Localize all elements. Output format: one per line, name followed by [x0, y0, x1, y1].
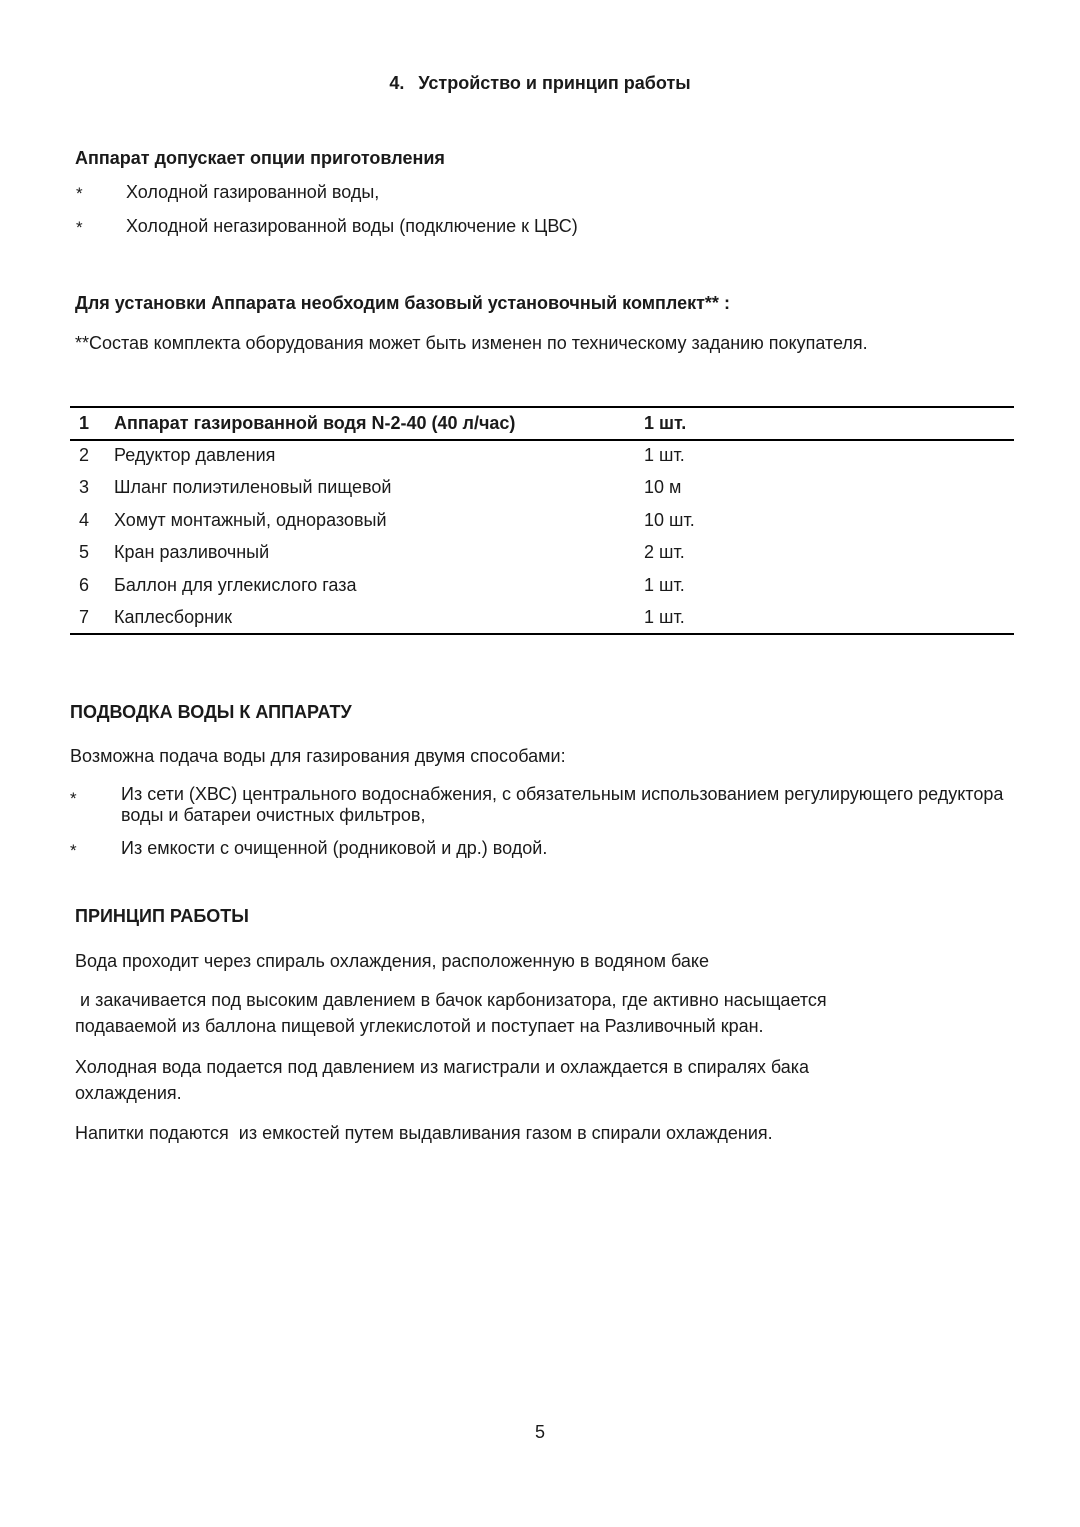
- row-quantity: 10 шт.: [644, 510, 695, 530]
- section-number: 4.: [389, 73, 405, 93]
- water-supply-intro: Возможна подача воды для газирования двумя способами:: [70, 746, 566, 766]
- row-item-name: Хомут монтажный, одноразовый: [114, 510, 387, 530]
- table-row: [70, 570, 1014, 602]
- water-supply-bullet-marker: *: [70, 789, 77, 808]
- row-quantity: 10 м: [644, 477, 682, 497]
- table-row: [70, 440, 1014, 472]
- principle-paragraph: Вода проходит через спираль охлаждения, расположенную в водяном баке: [75, 951, 709, 971]
- row-number: 2: [79, 445, 90, 465]
- row-number: 6: [79, 575, 90, 595]
- row-item-name: Каплесборник: [114, 607, 232, 627]
- water-supply-item: Из емкости с очищенной (родниковой и др.) водой.: [121, 838, 548, 858]
- section-title: [0, 73, 1080, 94]
- options-item: Холодной газированной воды,: [126, 182, 380, 202]
- kit-heading: Для установки Аппарата необходим базовый установочный комплект** :: [75, 293, 730, 313]
- row-item-name: Редуктор давления: [114, 445, 276, 465]
- principle-paragraph: Холодная вода подается под давлением из магистрали и охлаждается в спиралях бака охлаждения.: [75, 1057, 810, 1103]
- principle-heading: ПРИНЦИП РАБОТЫ: [75, 906, 249, 926]
- options-bullet-marker: *: [76, 184, 83, 203]
- row-item-name: Шланг полиэтиленовый пищевой: [114, 477, 392, 497]
- table-bottom-rule: [70, 633, 1014, 635]
- water-supply-bullet-marker: *: [70, 841, 77, 860]
- row-quantity: 1 шт.: [644, 445, 685, 465]
- row-quantity: 1 шт.: [644, 575, 685, 595]
- table-row: [70, 537, 1014, 569]
- row-item-name: Кран разливочный: [114, 542, 270, 562]
- water-supply-heading: ПОДВОДКА ВОДЫ К АППАРАТУ: [70, 702, 352, 722]
- row-quantity: 2 шт.: [644, 542, 685, 562]
- row-item-name: Баллон для углекислого газа: [114, 575, 357, 595]
- page-number: 5: [534, 1422, 545, 1442]
- principle-paragraph: и закачивается под высоким давлением в бачок карбонизатора, где активно насыщается подаваемой из баллона пищевой углекислотой и поступает на Разливочный кран.: [75, 990, 832, 1036]
- table-row: [70, 602, 1014, 634]
- row-number: 5: [79, 542, 90, 562]
- row-number: 7: [79, 607, 90, 627]
- row-quantity: 1 шт.: [644, 607, 685, 627]
- water-supply-item: Из сети (ХВС) центрального водоснабжения, с обязательным использованием регулирующего редуктора воды и батареи очистных фильтров,: [121, 784, 1004, 825]
- row-number: 4: [79, 510, 90, 530]
- options-bullet-marker: *: [76, 218, 83, 237]
- options-item: Холодной негазированной воды (подключение к ЦВС): [126, 216, 578, 236]
- row-number: 3: [79, 477, 90, 497]
- row-item-name: Аппарат газированной водя N-2-40 (40 л/час): [114, 413, 516, 433]
- section-title-text: Устройство и принцип работы: [418, 73, 691, 93]
- kit-note: **Состав комплекта оборудования может быть изменен по техническому заданию покупателя.: [75, 333, 868, 353]
- row-number: 1: [79, 413, 90, 433]
- table-row: [70, 472, 1014, 504]
- options-heading: Аппарат допускает опции приготовления: [75, 148, 445, 168]
- principle-paragraph: Напитки подаются из емкостей путем выдавливания газом в спирали охлаждения.: [75, 1123, 773, 1143]
- row-quantity: 1 шт.: [644, 413, 687, 433]
- table-header-row: [70, 408, 1014, 440]
- table-row: [70, 505, 1014, 537]
